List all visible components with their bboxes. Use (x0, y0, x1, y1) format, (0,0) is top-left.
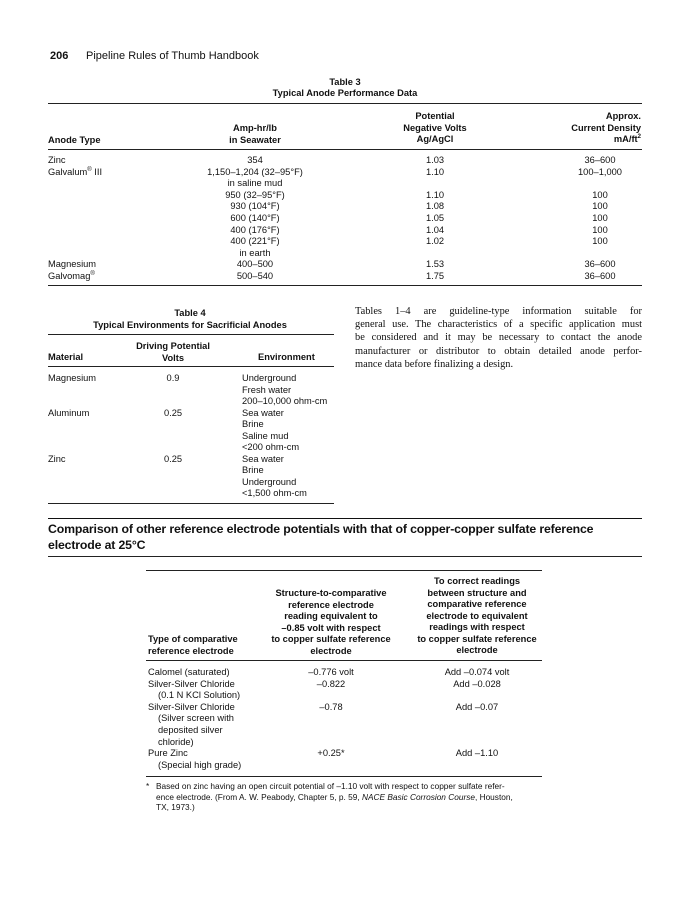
reading-cell: –0.822 (316, 678, 346, 689)
table5-header-type (148, 634, 238, 657)
volts-cell: 0.25 (163, 407, 183, 418)
table5-header-correction (404, 576, 550, 657)
header-line: to copper sulfate reference (417, 633, 537, 644)
amp-hr-cell: 1,150–1,204 (32–95°F) (207, 166, 303, 177)
table5-header-rule (146, 660, 542, 661)
table3-header-current: Approx. Current Density $mA/ft^2$ (571, 111, 641, 144)
header-line: Type of comparative (148, 634, 238, 644)
table3-number: Table 3 (329, 77, 361, 87)
page-number: 206 (50, 50, 69, 62)
current-density-cell: 100 (592, 236, 608, 247)
header-line: reference electrode (288, 599, 374, 610)
potential-cell: 1.02 (425, 236, 445, 247)
table5-footnote: * Based on zinc having an open circuit potential of –1.10 volt with respect to copper sulfate refer- ence electrode. (From A. W. Peabody, Chapter 5, p. 59, NACE Basic Corrosion Course, Houston, TX, 1973.) (146, 781, 513, 813)
potential-cell: 1.53 (425, 259, 445, 270)
table3-bottom-rule (48, 285, 642, 286)
anode-type-text: Magnesium (48, 259, 97, 270)
reading-cell: +0.25* (317, 748, 345, 759)
anode-type-text: Zinc (48, 155, 66, 165)
table3-title: Typical Anode Performance Data (272, 88, 418, 98)
current-density-cell: 100 (592, 189, 608, 200)
electrode-type-line: (Silver screen with (158, 713, 234, 724)
current-density-cell: 100 (592, 201, 608, 212)
electrode-type-line: chloride) (158, 736, 194, 747)
electrode-type-line: Pure Zinc (148, 748, 188, 759)
current-density-cell: 100 (592, 213, 608, 223)
table4-bottom-rule (48, 503, 334, 504)
potential-cell: 1.10 (425, 166, 445, 177)
potential-cell: 1.04 (425, 224, 445, 235)
environment-line: Brine (242, 465, 264, 475)
amp-hr-cell: in saline mud (227, 178, 283, 189)
amp-hr-cell: 400 (221°F) (230, 236, 280, 247)
electrode-type-line: Silver-Silver Chloride (148, 678, 235, 689)
material-cell: Magnesium (48, 373, 97, 383)
header-line: Structure-to-comparative (275, 588, 387, 598)
table4-top-rule (48, 334, 334, 335)
volts-cell: 0.9 (166, 373, 180, 383)
table3-header-potential: Potential Negative Volts Ag/AgCl (403, 111, 467, 144)
table5-top-rule (146, 570, 542, 571)
correction-cell: Add –0.028 (453, 678, 501, 689)
anode-type-cell (48, 271, 95, 283)
reading-cell: –0.78 (319, 701, 343, 712)
header-line: readings with respect (429, 622, 525, 632)
amp-hr-cell: 950 (32–95°F) (225, 189, 285, 200)
amp-hr-cell: 500–540 (236, 271, 274, 281)
paragraph-line: mance data before finalizing a design. (355, 358, 514, 370)
correction-cell: Add –0.07 (455, 701, 499, 712)
anode-type-text: Galvalum (48, 166, 88, 177)
environment-line: Sea water (242, 407, 284, 418)
table4-header-material: Material (48, 352, 84, 362)
amp-hr-cell: 400–500 (236, 259, 274, 270)
environment-line: Saline mud (242, 430, 289, 441)
header-line: reading equivalent to (284, 611, 378, 621)
header-line: comparative reference (427, 599, 527, 609)
anode-type-cell (48, 155, 66, 167)
potential-cell: 1.08 (425, 201, 445, 212)
body-paragraph (355, 305, 642, 371)
paragraph-line: general use. The characteristics of a specific application must (355, 319, 642, 331)
table4-header-driving: Driving Potential Volts (136, 341, 210, 363)
environment-line: 200–10,000 ohm-cm (242, 396, 328, 406)
amp-hr-cell: in earth (239, 247, 271, 258)
electrode-type-line: Calomel (saturated) (148, 667, 230, 677)
section-heading: Comparison of other reference electrode potentials with that of copper-copper sulfate reference electrode at 25°C (48, 522, 594, 552)
anode-type-text: Galvomag (48, 271, 91, 281)
header-line: –0.85 volt with respect (281, 622, 381, 633)
paragraph-line: be considered and it may be necessary to contact the anode (355, 332, 642, 344)
running-title: Pipeline Rules of Thumb Handbook (86, 50, 259, 62)
environment-line: Sea water (242, 453, 284, 464)
potential-cell: 1.05 (425, 213, 445, 223)
material-cell: Zinc (48, 453, 66, 464)
potential-cell: 1.10 (425, 189, 445, 200)
potential-cell: 1.03 (425, 155, 445, 165)
current-density-cell: 36–600 (584, 259, 616, 270)
reading-cell: –0.776 volt (308, 667, 354, 677)
amp-hr-cell: 600 (140°F) (230, 213, 280, 223)
header-line: between structure and (427, 587, 527, 598)
amp-hr-cell: 930 (104°F) (230, 201, 280, 212)
header-line: To correct readings (433, 576, 521, 586)
header-line: electrode (310, 645, 352, 656)
amp-hr-cell: 400 (176°F) (230, 224, 280, 235)
anode-type-cell (48, 167, 102, 179)
current-density-cell: 100 (592, 224, 608, 235)
anode-type-suffix: III (91, 166, 103, 177)
environment-line: Underground (242, 373, 297, 383)
table4-title: Typical Environments for Sacrificial Anodes (93, 320, 287, 330)
table4-header-environment: Environment (258, 352, 315, 362)
paragraph-line: manufacturer or distributor to obtain detailed anode perfor- (355, 345, 642, 357)
correction-cell: Add –1.10 (455, 748, 499, 759)
anode-type-cell (48, 259, 96, 271)
potential-cell: 1.75 (425, 271, 445, 281)
section-bottom-rule (48, 556, 642, 557)
material-cell: Aluminum (48, 407, 90, 418)
header-line: electrode to equivalent (426, 610, 528, 621)
environment-line: <200 ohm-cm (242, 442, 300, 452)
environment-line: Underground (242, 476, 297, 487)
table3-top-rule (48, 103, 642, 104)
amp-hr-cell: 354 (247, 155, 263, 165)
electrode-type-line: (0.1 N KCl Solution) (158, 690, 241, 701)
table5-header-reading (258, 588, 404, 657)
current-density-cell: 100–1,000 (578, 166, 622, 177)
section-top-rule (48, 518, 642, 519)
table3-header-anode: Anode Type (48, 135, 101, 145)
environment-line: <1,500 ohm-cm (242, 488, 307, 498)
table4-header-rule (48, 366, 334, 367)
trademark-mark: ® (90, 270, 95, 277)
current-density-cell: 36–600 (584, 155, 616, 165)
header-line: to copper sulfate reference (271, 634, 391, 644)
volts-cell: 0.25 (163, 453, 183, 464)
table5-bottom-rule (146, 776, 542, 777)
table4-number: Table 4 (174, 308, 206, 318)
environment-line: Fresh water (242, 384, 292, 395)
header-line: reference electrode (148, 645, 234, 656)
electrode-type-line: (Special high grade) (158, 759, 242, 770)
table3-header-amp: Amp-hr/lb in Seawater (229, 123, 281, 145)
table3-header-rule (48, 149, 642, 150)
correction-cell: Add –0.074 volt (444, 667, 510, 677)
environment-line: Brine (242, 419, 264, 429)
trademark-mark: ® (87, 166, 92, 173)
current-density-cell: 36–600 (584, 271, 616, 281)
header-line: electrode (456, 645, 498, 655)
paragraph-line: Tables 1–4 are guideline-type information suitable for (355, 306, 642, 317)
electrode-type-line: deposited silver (158, 725, 223, 735)
electrode-type-line: Silver-Silver Chloride (148, 701, 235, 712)
